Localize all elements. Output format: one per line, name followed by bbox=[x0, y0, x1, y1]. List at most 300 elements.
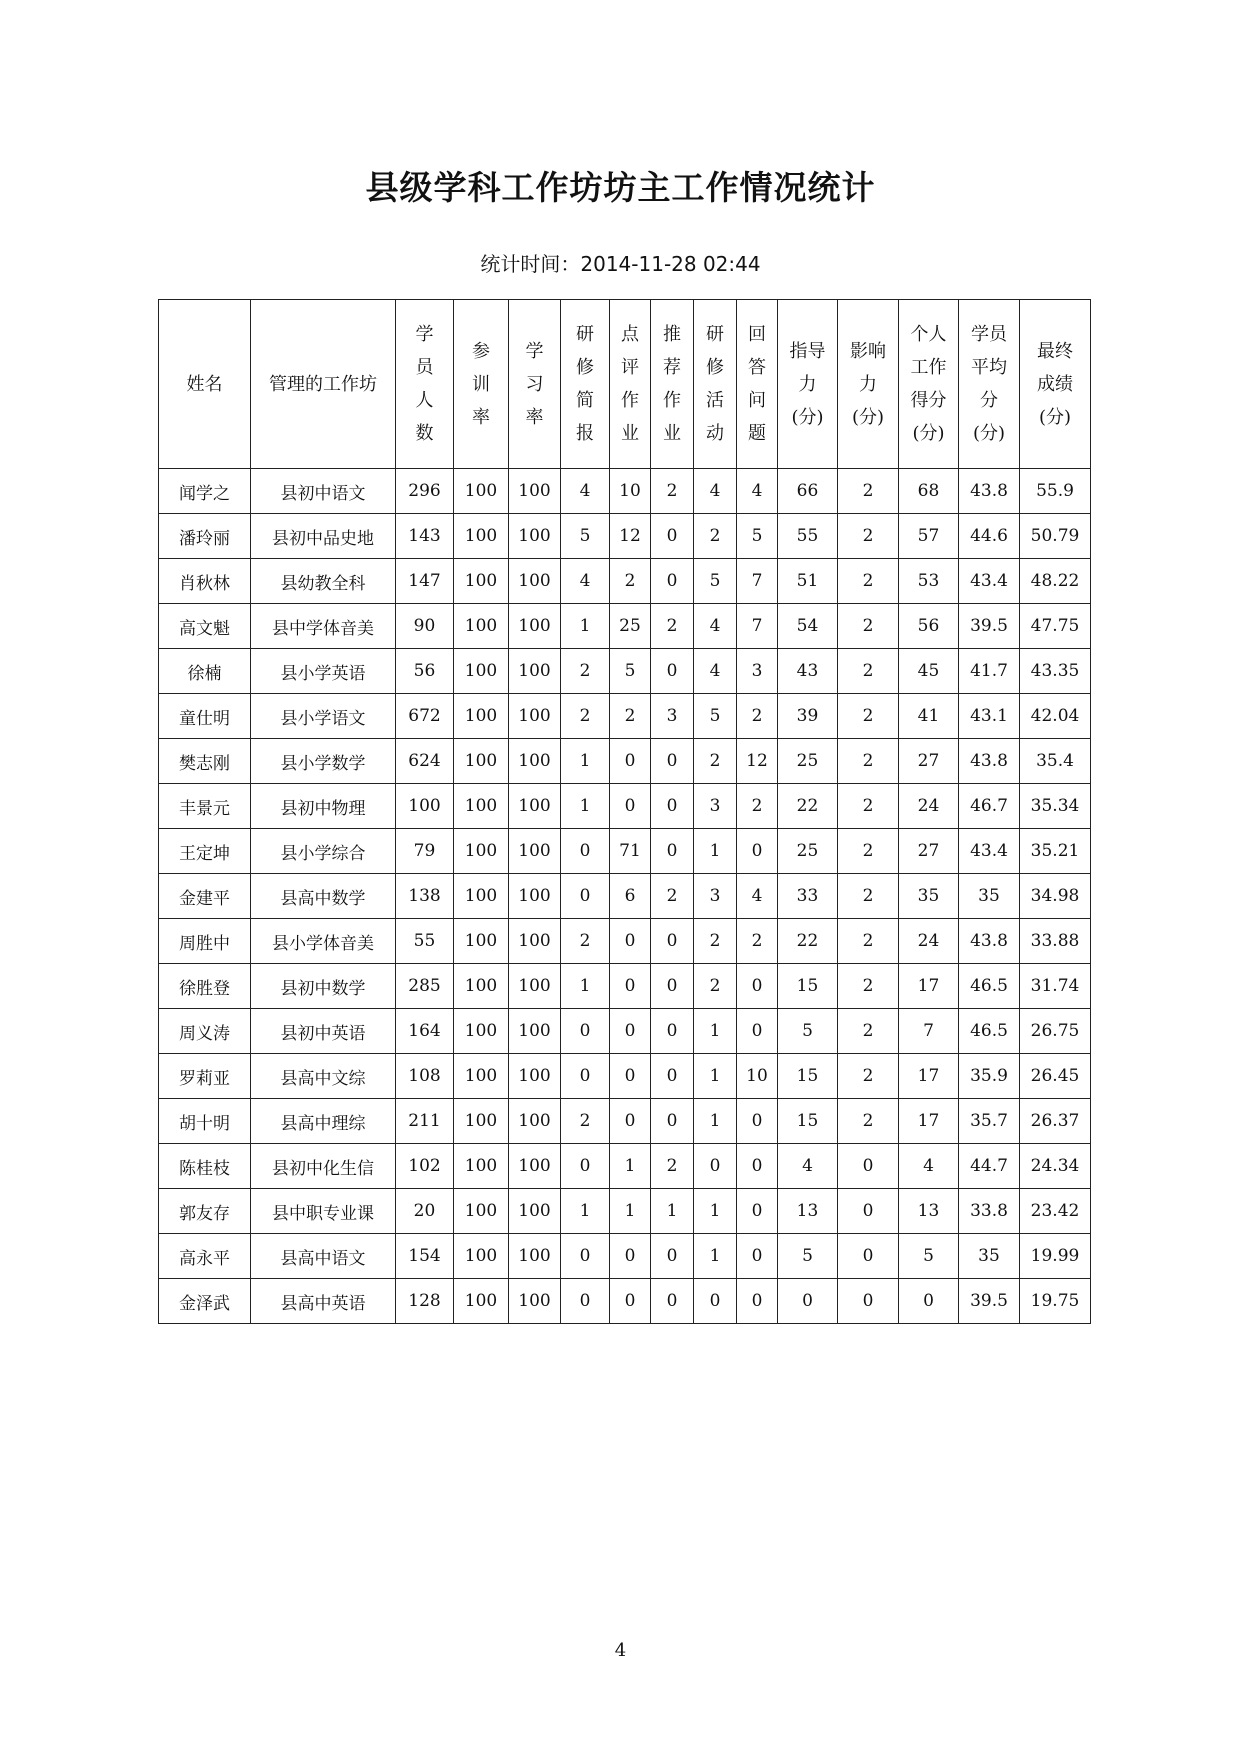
table-cell: 43.8 bbox=[959, 739, 1020, 784]
table-row bbox=[159, 1144, 1091, 1189]
table-cell: 100 bbox=[454, 1144, 509, 1189]
table-cell: 102 bbox=[396, 1144, 454, 1189]
table-cell: 0 bbox=[651, 964, 694, 1009]
table-cell: 100 bbox=[509, 604, 561, 649]
table-cell: 100 bbox=[509, 829, 561, 874]
table-row bbox=[159, 739, 1091, 784]
table-cell: 0 bbox=[651, 739, 694, 784]
table-cell: 100 bbox=[509, 1054, 561, 1099]
table-cell: 100 bbox=[509, 514, 561, 559]
table-cell: 42.04 bbox=[1020, 694, 1091, 739]
table-cell: 43 bbox=[778, 649, 838, 694]
table-cell: 2 bbox=[694, 919, 737, 964]
table-cell: 7 bbox=[737, 604, 778, 649]
header-briefings: 研修简报 bbox=[561, 300, 610, 469]
table-cell: 19.99 bbox=[1020, 1234, 1091, 1279]
table-cell: 罗莉亚 bbox=[159, 1054, 251, 1099]
table-cell: 5 bbox=[778, 1234, 838, 1279]
table-row bbox=[159, 559, 1091, 604]
header-reviewed-assignments: 点评作业 bbox=[610, 300, 651, 469]
table-cell: 100 bbox=[454, 1189, 509, 1234]
table-cell: 100 bbox=[454, 829, 509, 874]
table-cell: 县小学体音美 bbox=[251, 919, 396, 964]
table-cell: 100 bbox=[509, 649, 561, 694]
table-cell: 15 bbox=[778, 964, 838, 1009]
table-cell: 县小学英语 bbox=[251, 649, 396, 694]
table-cell: 35.4 bbox=[1020, 739, 1091, 784]
table-cell: 100 bbox=[509, 694, 561, 739]
table-cell: 13 bbox=[899, 1189, 959, 1234]
page-number: 4 bbox=[614, 1640, 627, 1661]
table-cell: 2 bbox=[610, 694, 651, 739]
table-cell: 0 bbox=[651, 559, 694, 604]
table-cell: 79 bbox=[396, 829, 454, 874]
table-cell: 19.75 bbox=[1020, 1279, 1091, 1324]
table-cell: 25 bbox=[610, 604, 651, 649]
header-study-rate: 学习率 bbox=[509, 300, 561, 469]
table-row bbox=[159, 469, 1091, 514]
table-cell: 2 bbox=[838, 604, 899, 649]
table-cell: 0 bbox=[838, 1189, 899, 1234]
table-row bbox=[159, 874, 1091, 919]
table-cell: 100 bbox=[396, 784, 454, 829]
table-cell: 4 bbox=[737, 874, 778, 919]
table-cell: 潘玲丽 bbox=[159, 514, 251, 559]
stat-time: 统计时间：2014-11-28 02:44 bbox=[480, 252, 761, 276]
table-cell: 100 bbox=[509, 739, 561, 784]
table-cell: 1 bbox=[694, 1099, 737, 1144]
table-cell: 22 bbox=[778, 784, 838, 829]
table-cell: 0 bbox=[610, 1234, 651, 1279]
table-cell: 100 bbox=[454, 784, 509, 829]
table-cell: 县初中化生信 bbox=[251, 1144, 396, 1189]
table-cell: 县初中语文 bbox=[251, 469, 396, 514]
table-cell: 王定坤 bbox=[159, 829, 251, 874]
header-students: 学员人数 bbox=[396, 300, 454, 469]
table-cell: 26.45 bbox=[1020, 1054, 1091, 1099]
table-cell: 0 bbox=[561, 829, 610, 874]
table-cell: 周胜中 bbox=[159, 919, 251, 964]
table-cell: 43.4 bbox=[959, 559, 1020, 604]
table-cell: 68 bbox=[899, 469, 959, 514]
table-cell: 35.9 bbox=[959, 1054, 1020, 1099]
table-cell: 1 bbox=[651, 1189, 694, 1234]
table-cell: 41 bbox=[899, 694, 959, 739]
table-cell: 0 bbox=[561, 1234, 610, 1279]
table-cell: 0 bbox=[610, 1099, 651, 1144]
table-cell: 0 bbox=[610, 1054, 651, 1099]
table-cell: 17 bbox=[899, 1099, 959, 1144]
table-cell: 0 bbox=[610, 964, 651, 1009]
table-cell: 100 bbox=[454, 739, 509, 784]
table-cell: 25 bbox=[778, 739, 838, 784]
table-cell: 1 bbox=[694, 1054, 737, 1099]
table-cell: 22 bbox=[778, 919, 838, 964]
table-cell: 624 bbox=[396, 739, 454, 784]
table-cell: 100 bbox=[454, 919, 509, 964]
table-cell: 39.5 bbox=[959, 604, 1020, 649]
table-cell: 2 bbox=[838, 739, 899, 784]
table-cell: 2 bbox=[838, 469, 899, 514]
table-cell: 15 bbox=[778, 1054, 838, 1099]
table-cell: 徐胜登 bbox=[159, 964, 251, 1009]
table-cell: 6 bbox=[610, 874, 651, 919]
table-cell: 高文魁 bbox=[159, 604, 251, 649]
table-cell: 154 bbox=[396, 1234, 454, 1279]
table-cell: 县高中语文 bbox=[251, 1234, 396, 1279]
table-cell: 43.8 bbox=[959, 919, 1020, 964]
table-cell: 徐楠 bbox=[159, 649, 251, 694]
header-influence: 影响力(分) bbox=[838, 300, 899, 469]
table-cell: 45 bbox=[899, 649, 959, 694]
table-cell: 0 bbox=[610, 784, 651, 829]
table-cell: 35 bbox=[899, 874, 959, 919]
table-cell: 县小学数学 bbox=[251, 739, 396, 784]
table-cell: 51 bbox=[778, 559, 838, 604]
table-cell: 56 bbox=[396, 649, 454, 694]
table-cell: 27 bbox=[899, 739, 959, 784]
table-cell: 43.1 bbox=[959, 694, 1020, 739]
table-cell: 0 bbox=[651, 1054, 694, 1099]
document-title: 县级学科工作坊坊主工作情况统计 bbox=[365, 168, 876, 207]
table-cell: 43.35 bbox=[1020, 649, 1091, 694]
table-cell: 34.98 bbox=[1020, 874, 1091, 919]
table-cell: 100 bbox=[509, 1009, 561, 1054]
table-cell: 55.9 bbox=[1020, 469, 1091, 514]
table-row bbox=[159, 649, 1091, 694]
table-cell: 2 bbox=[737, 784, 778, 829]
table-cell: 2 bbox=[838, 1054, 899, 1099]
table-cell: 2 bbox=[561, 919, 610, 964]
table-cell: 100 bbox=[509, 559, 561, 604]
table-cell: 0 bbox=[737, 1099, 778, 1144]
header-workshop: 管理的工作坊 bbox=[251, 300, 396, 469]
table-cell: 25 bbox=[778, 829, 838, 874]
table-cell: 10 bbox=[737, 1054, 778, 1099]
table-cell: 3 bbox=[737, 649, 778, 694]
table-cell: 55 bbox=[778, 514, 838, 559]
table-cell: 27 bbox=[899, 829, 959, 874]
table-row bbox=[159, 514, 1091, 559]
table-cell: 100 bbox=[509, 1099, 561, 1144]
table-cell: 0 bbox=[651, 1099, 694, 1144]
table-cell: 5 bbox=[610, 649, 651, 694]
table-cell: 35.7 bbox=[959, 1099, 1020, 1144]
table-cell: 24.34 bbox=[1020, 1144, 1091, 1189]
table-cell: 100 bbox=[454, 1234, 509, 1279]
table-cell: 2 bbox=[737, 919, 778, 964]
table-cell: 4 bbox=[778, 1144, 838, 1189]
table-cell: 金泽武 bbox=[159, 1279, 251, 1324]
table-cell: 44.6 bbox=[959, 514, 1020, 559]
table-cell: 0 bbox=[778, 1279, 838, 1324]
table-cell: 2 bbox=[838, 919, 899, 964]
table-cell: 100 bbox=[509, 964, 561, 1009]
table-cell: 100 bbox=[509, 919, 561, 964]
table-cell: 县高中文综 bbox=[251, 1054, 396, 1099]
table-cell: 7 bbox=[737, 559, 778, 604]
table-cell: 0 bbox=[694, 1279, 737, 1324]
table-cell: 2 bbox=[561, 1099, 610, 1144]
table-cell: 100 bbox=[454, 1054, 509, 1099]
table-cell: 1 bbox=[694, 829, 737, 874]
table-cell: 0 bbox=[651, 1234, 694, 1279]
table-cell: 2 bbox=[838, 829, 899, 874]
header-row bbox=[159, 300, 1091, 469]
table-cell: 3 bbox=[694, 874, 737, 919]
header-recommended-assignments: 推荐作业 bbox=[651, 300, 694, 469]
table-cell: 147 bbox=[396, 559, 454, 604]
table-cell: 90 bbox=[396, 604, 454, 649]
header-activities: 研修活动 bbox=[694, 300, 737, 469]
table-cell: 24 bbox=[899, 784, 959, 829]
table-cell: 4 bbox=[561, 559, 610, 604]
table-cell: 13 bbox=[778, 1189, 838, 1234]
table-cell: 35 bbox=[959, 874, 1020, 919]
table-cell: 71 bbox=[610, 829, 651, 874]
header-answers: 回答问题 bbox=[737, 300, 778, 469]
table-cell: 0 bbox=[610, 919, 651, 964]
table-cell: 100 bbox=[454, 469, 509, 514]
table-cell: 43.8 bbox=[959, 469, 1020, 514]
table-row bbox=[159, 964, 1091, 1009]
table-cell: 128 bbox=[396, 1279, 454, 1324]
table-cell: 57 bbox=[899, 514, 959, 559]
table-cell: 100 bbox=[454, 1009, 509, 1054]
table-cell: 35 bbox=[959, 1234, 1020, 1279]
table-cell: 4 bbox=[694, 604, 737, 649]
table-cell: 100 bbox=[509, 784, 561, 829]
table-cell: 55 bbox=[396, 919, 454, 964]
table-cell: 县初中英语 bbox=[251, 1009, 396, 1054]
table-cell: 2 bbox=[561, 649, 610, 694]
table-cell: 33.8 bbox=[959, 1189, 1020, 1234]
table-cell: 138 bbox=[396, 874, 454, 919]
table-cell: 17 bbox=[899, 1054, 959, 1099]
table-cell: 0 bbox=[737, 829, 778, 874]
table-row bbox=[159, 1279, 1091, 1324]
table-cell: 100 bbox=[454, 514, 509, 559]
table-cell: 2 bbox=[838, 514, 899, 559]
table-cell: 2 bbox=[838, 649, 899, 694]
table-cell: 10 bbox=[610, 469, 651, 514]
table-cell: 4 bbox=[737, 469, 778, 514]
header-participation-rate: 参训率 bbox=[454, 300, 509, 469]
table-cell: 100 bbox=[454, 604, 509, 649]
table-cell: 5 bbox=[778, 1009, 838, 1054]
table-cell: 0 bbox=[561, 1009, 610, 1054]
table-cell: 0 bbox=[838, 1279, 899, 1324]
table-cell: 100 bbox=[454, 1099, 509, 1144]
table-cell: 0 bbox=[651, 514, 694, 559]
table-cell: 1 bbox=[610, 1144, 651, 1189]
table-row bbox=[159, 694, 1091, 739]
table-cell: 100 bbox=[454, 874, 509, 919]
table-cell: 12 bbox=[610, 514, 651, 559]
table-cell: 0 bbox=[561, 1279, 610, 1324]
table-cell: 0 bbox=[561, 874, 610, 919]
table-cell: 24 bbox=[899, 919, 959, 964]
table-cell: 0 bbox=[651, 1279, 694, 1324]
table-cell: 2 bbox=[838, 1009, 899, 1054]
table-cell: 0 bbox=[651, 919, 694, 964]
table-cell: 肖秋林 bbox=[159, 559, 251, 604]
table-cell: 0 bbox=[737, 1144, 778, 1189]
table-cell: 5 bbox=[561, 514, 610, 559]
table-cell: 县初中品史地 bbox=[251, 514, 396, 559]
table-cell: 4 bbox=[694, 649, 737, 694]
table-cell: 1 bbox=[610, 1189, 651, 1234]
stats-table bbox=[158, 299, 1091, 1324]
table-cell: 23.42 bbox=[1020, 1189, 1091, 1234]
table-cell: 39.5 bbox=[959, 1279, 1020, 1324]
table-cell: 5 bbox=[694, 559, 737, 604]
table-cell: 3 bbox=[694, 784, 737, 829]
table-cell: 1 bbox=[561, 784, 610, 829]
header-name: 姓名 bbox=[159, 300, 251, 469]
table-cell: 5 bbox=[899, 1234, 959, 1279]
table-cell: 672 bbox=[396, 694, 454, 739]
table-cell: 樊志刚 bbox=[159, 739, 251, 784]
table-row bbox=[159, 919, 1091, 964]
table-body bbox=[159, 469, 1091, 1324]
table-cell: 285 bbox=[396, 964, 454, 1009]
table-cell: 0 bbox=[561, 1144, 610, 1189]
table-cell: 46.7 bbox=[959, 784, 1020, 829]
table-cell: 53 bbox=[899, 559, 959, 604]
table-cell: 46.5 bbox=[959, 964, 1020, 1009]
header-personal-score: 个人工作得分(分) bbox=[899, 300, 959, 469]
table-cell: 2 bbox=[838, 559, 899, 604]
table-cell: 县幼教全科 bbox=[251, 559, 396, 604]
table-cell: 100 bbox=[509, 469, 561, 514]
table-cell: 胡十明 bbox=[159, 1099, 251, 1144]
table-cell: 100 bbox=[454, 559, 509, 604]
table-row bbox=[159, 784, 1091, 829]
table-cell: 26.75 bbox=[1020, 1009, 1091, 1054]
table-cell: 100 bbox=[509, 874, 561, 919]
table-cell: 2 bbox=[694, 514, 737, 559]
table-cell: 5 bbox=[694, 694, 737, 739]
table-cell: 1 bbox=[694, 1189, 737, 1234]
table-row bbox=[159, 1189, 1091, 1234]
table-cell: 2 bbox=[694, 964, 737, 1009]
table-cell: 县小学综合 bbox=[251, 829, 396, 874]
table-cell: 100 bbox=[454, 649, 509, 694]
table-cell: 143 bbox=[396, 514, 454, 559]
table-cell: 0 bbox=[899, 1279, 959, 1324]
table-cell: 2 bbox=[838, 874, 899, 919]
table-row bbox=[159, 1099, 1091, 1144]
table-cell: 17 bbox=[899, 964, 959, 1009]
table-cell: 县高中英语 bbox=[251, 1279, 396, 1324]
table-cell: 39 bbox=[778, 694, 838, 739]
table-cell: 12 bbox=[737, 739, 778, 784]
table-row bbox=[159, 1234, 1091, 1279]
table-cell: 211 bbox=[396, 1099, 454, 1144]
table-cell: 高永平 bbox=[159, 1234, 251, 1279]
table-cell: 0 bbox=[610, 1279, 651, 1324]
table-cell: 县小学语文 bbox=[251, 694, 396, 739]
table-cell: 2 bbox=[561, 694, 610, 739]
table-cell: 2 bbox=[838, 964, 899, 1009]
table-cell: 0 bbox=[561, 1054, 610, 1099]
table-cell: 0 bbox=[737, 1279, 778, 1324]
table-cell: 0 bbox=[838, 1234, 899, 1279]
table-cell: 0 bbox=[651, 829, 694, 874]
table-cell: 1 bbox=[694, 1009, 737, 1054]
table-cell: 0 bbox=[610, 1009, 651, 1054]
table-cell: 0 bbox=[737, 964, 778, 1009]
table-cell: 县中职专业课 bbox=[251, 1189, 396, 1234]
table-cell: 2 bbox=[610, 559, 651, 604]
table-cell: 100 bbox=[454, 964, 509, 1009]
table-cell: 2 bbox=[651, 1144, 694, 1189]
table-cell: 童仕明 bbox=[159, 694, 251, 739]
table-cell: 郭友存 bbox=[159, 1189, 251, 1234]
table-cell: 50.79 bbox=[1020, 514, 1091, 559]
table-cell: 48.22 bbox=[1020, 559, 1091, 604]
table-cell: 100 bbox=[509, 1144, 561, 1189]
table-cell: 1 bbox=[561, 964, 610, 1009]
table-cell: 46.5 bbox=[959, 1009, 1020, 1054]
table-cell: 108 bbox=[396, 1054, 454, 1099]
table-cell: 35.34 bbox=[1020, 784, 1091, 829]
table-cell: 县高中理综 bbox=[251, 1099, 396, 1144]
table-cell: 33.88 bbox=[1020, 919, 1091, 964]
table-cell: 县高中数学 bbox=[251, 874, 396, 919]
table-cell: 43.4 bbox=[959, 829, 1020, 874]
table-cell: 1 bbox=[561, 604, 610, 649]
table-cell: 5 bbox=[737, 514, 778, 559]
table-cell: 闻学之 bbox=[159, 469, 251, 514]
table-cell: 2 bbox=[694, 739, 737, 784]
table-row bbox=[159, 1054, 1091, 1099]
table-cell: 丰景元 bbox=[159, 784, 251, 829]
table-cell: 金建平 bbox=[159, 874, 251, 919]
table-row bbox=[159, 1009, 1091, 1054]
table-cell: 陈桂枝 bbox=[159, 1144, 251, 1189]
table-cell: 2 bbox=[651, 469, 694, 514]
table-row bbox=[159, 604, 1091, 649]
table-cell: 0 bbox=[694, 1144, 737, 1189]
table-cell: 26.37 bbox=[1020, 1099, 1091, 1144]
table-cell: 周义涛 bbox=[159, 1009, 251, 1054]
table-cell: 2 bbox=[737, 694, 778, 739]
table-cell: 0 bbox=[610, 739, 651, 784]
table-cell: 1 bbox=[694, 1234, 737, 1279]
table-cell: 4 bbox=[561, 469, 610, 514]
table-cell: 0 bbox=[737, 1009, 778, 1054]
table-cell: 100 bbox=[454, 694, 509, 739]
table-cell: 县初中物理 bbox=[251, 784, 396, 829]
table-cell: 35.21 bbox=[1020, 829, 1091, 874]
table-cell: 54 bbox=[778, 604, 838, 649]
table-cell: 100 bbox=[509, 1279, 561, 1324]
table-cell: 0 bbox=[651, 1009, 694, 1054]
table-cell: 2 bbox=[651, 874, 694, 919]
table-cell: 1 bbox=[561, 1189, 610, 1234]
table-cell: 4 bbox=[899, 1144, 959, 1189]
table-cell: 2 bbox=[838, 1099, 899, 1144]
table-cell: 4 bbox=[694, 469, 737, 514]
table-cell: 66 bbox=[778, 469, 838, 514]
table-cell: 2 bbox=[838, 694, 899, 739]
header-guidance: 指导力(分) bbox=[778, 300, 838, 469]
header-student-average: 学员平均分(分) bbox=[959, 300, 1020, 469]
table-cell: 44.7 bbox=[959, 1144, 1020, 1189]
table-cell: 2 bbox=[838, 784, 899, 829]
